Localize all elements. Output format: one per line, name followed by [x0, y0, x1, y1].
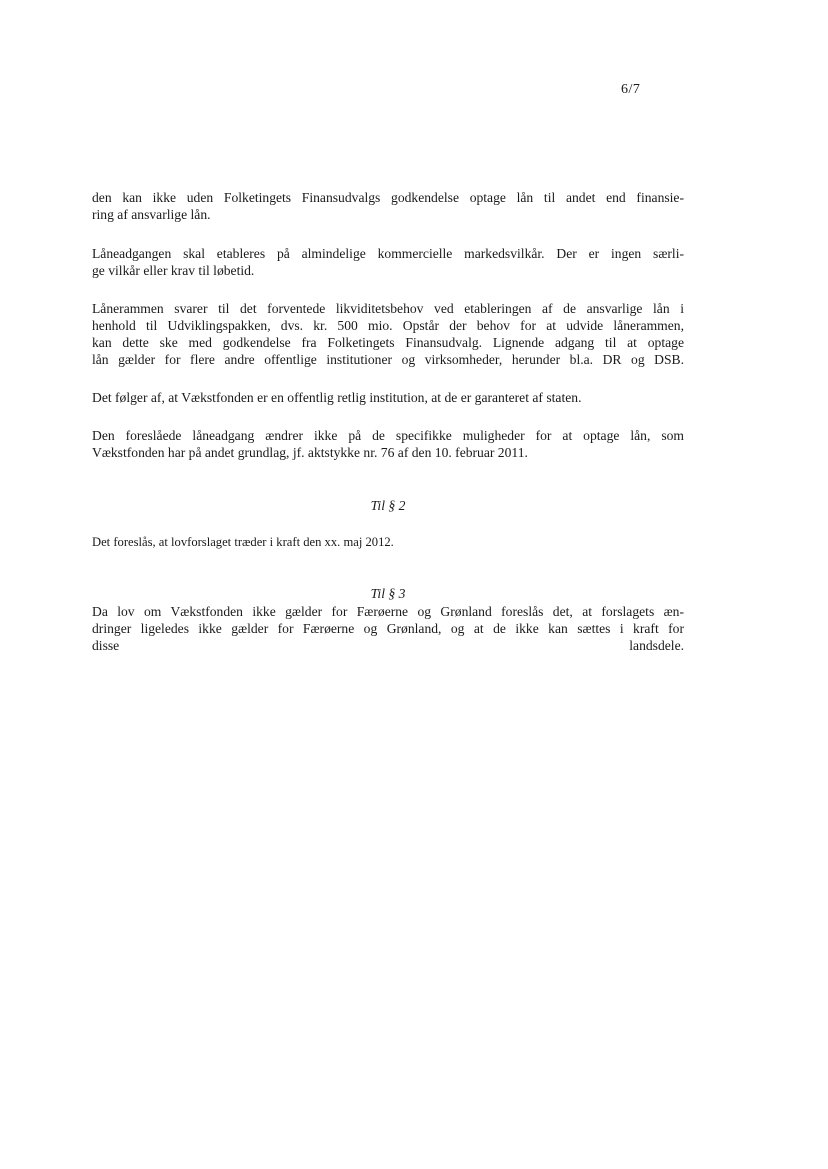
text-fragment: disse — [92, 638, 120, 653]
section-heading-til-3: Til § 3 — [370, 586, 406, 601]
text-line: Det følger af, at Vækstfonden er en offentlig retlig institution, at de er garanteret af staten. — [92, 390, 582, 405]
section-heading-til-2: Til § 2 — [370, 498, 406, 513]
text-line: henhold til Udviklingspakken, dvs. kr. 500 mio. Opstår der behov for at udvide lånerammen, — [92, 318, 684, 333]
text-line: Det foreslås, at lovforslaget træder i kraft den xx. maj 2012. — [92, 535, 394, 549]
text-line: Den foreslåede låneadgang ændrer ikke på de specifikke muligheder for at optage lån, som — [92, 428, 684, 443]
paragraph-loan-restriction — [92, 189, 684, 223]
text-line-last — [92, 637, 684, 654]
text-line: lån gælder for flere andre offentlige institutioner og virksomheder, herunder bl.a. DR og DSB. — [92, 352, 684, 367]
paragraph-market-terms — [92, 245, 684, 279]
text-line: Lånerammen svarer til det forventede likviditetsbehov ved etableringen af de ansvarlige lån i — [92, 301, 684, 316]
page-number: 6/7 — [621, 82, 641, 97]
text-line: ring af ansvarlige lån. — [92, 207, 211, 222]
text-fragment: landsdele. — [629, 638, 684, 653]
text-line: dringer ligeledes ikke gælder for Færøerne og Grønland, og at de ikke kan sættes i kraft for — [92, 621, 684, 636]
text-line: Vækstfonden har på andet grundlag, jf. aktstykke nr. 76 af den 10. februar 2011. — [92, 445, 528, 460]
paragraph-faroe-greenland — [92, 603, 684, 654]
text-line: kan dette ske med godkendelse fra Folketingets Finansudvalg. Lignende adgang til at optage — [92, 335, 684, 350]
text-line: Låneadgangen skal etableres på almindelige kommercielle markedsvilkår. Der er ingen særli- — [92, 246, 684, 261]
text-line: den kan ikke uden Folketingets Finansudvalgs godkendelse optage lån til andet end finansie- — [92, 190, 684, 205]
paragraph-proposed-access — [92, 427, 684, 461]
paragraph-loan-framework — [92, 300, 684, 368]
text-line: Da lov om Vækstfonden ikke gælder for Færøerne og Grønland foreslås det, at forslagets æn- — [92, 604, 684, 619]
paragraph-effective-date — [92, 534, 684, 551]
paragraph-state-guarantee — [92, 389, 684, 406]
text-line: ge vilkår eller krav til løbetid. — [92, 263, 255, 278]
